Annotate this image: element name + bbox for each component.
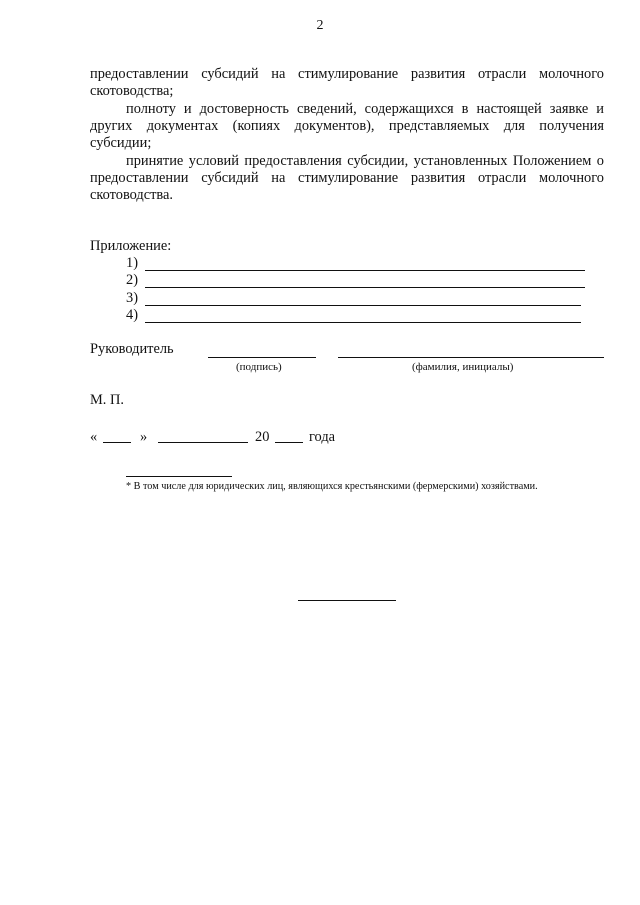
appendix-item-4-number: 4) (126, 307, 138, 323)
paragraph-conditions: принятие условий предоставления субсидии, установленных Положением о предоставлении субсидий на стимулирование развития отрасли молочного скотоводства. (90, 153, 604, 204)
appendix-item-2-number: 2) (126, 272, 138, 288)
footnote-separator (126, 476, 232, 477)
stamp-label: М. П. (90, 392, 124, 408)
appendix-item-1-line[interactable] (145, 270, 585, 271)
name-line[interactable] (338, 357, 604, 358)
page-number: 2 (316, 18, 324, 33)
signature-role: Руководитель (90, 341, 174, 357)
end-of-document-line (298, 600, 396, 601)
date-year-line[interactable] (275, 442, 303, 443)
appendix-item-3-number: 3) (126, 290, 138, 306)
date-day-line[interactable] (103, 442, 131, 443)
appendix-item-4-line[interactable] (145, 322, 581, 323)
date-close-quote: » (140, 429, 148, 445)
paragraph-completeness: полноту и достоверность сведений, содержащихся в настоящей заявке и других документах (копиях документов), представляемых для получения субсидии; (90, 101, 604, 152)
paragraph-continuation: предоставлении субсидий на стимулирование развития отрасли молочного скотоводства; (90, 66, 604, 100)
appendix-item-2-line[interactable] (145, 287, 585, 288)
signature-line[interactable] (208, 357, 316, 358)
appendix-item-1-number: 1) (126, 255, 138, 271)
date-year-suffix: года (309, 429, 336, 445)
signature-caption: (подпись) (236, 361, 282, 373)
date-year-prefix: 20 (255, 429, 270, 445)
date-open-quote: « (90, 429, 98, 445)
name-caption: (фамилия, инициалы) (412, 361, 514, 373)
footnote-text: * В том числе для юридических лиц, являющихся крестьянскими (фермерскими) хозяйствами. (126, 481, 538, 492)
appendix-item-3-line[interactable] (145, 305, 581, 306)
appendix-title: Приложение: (90, 238, 172, 254)
date-month-line[interactable] (158, 442, 248, 443)
